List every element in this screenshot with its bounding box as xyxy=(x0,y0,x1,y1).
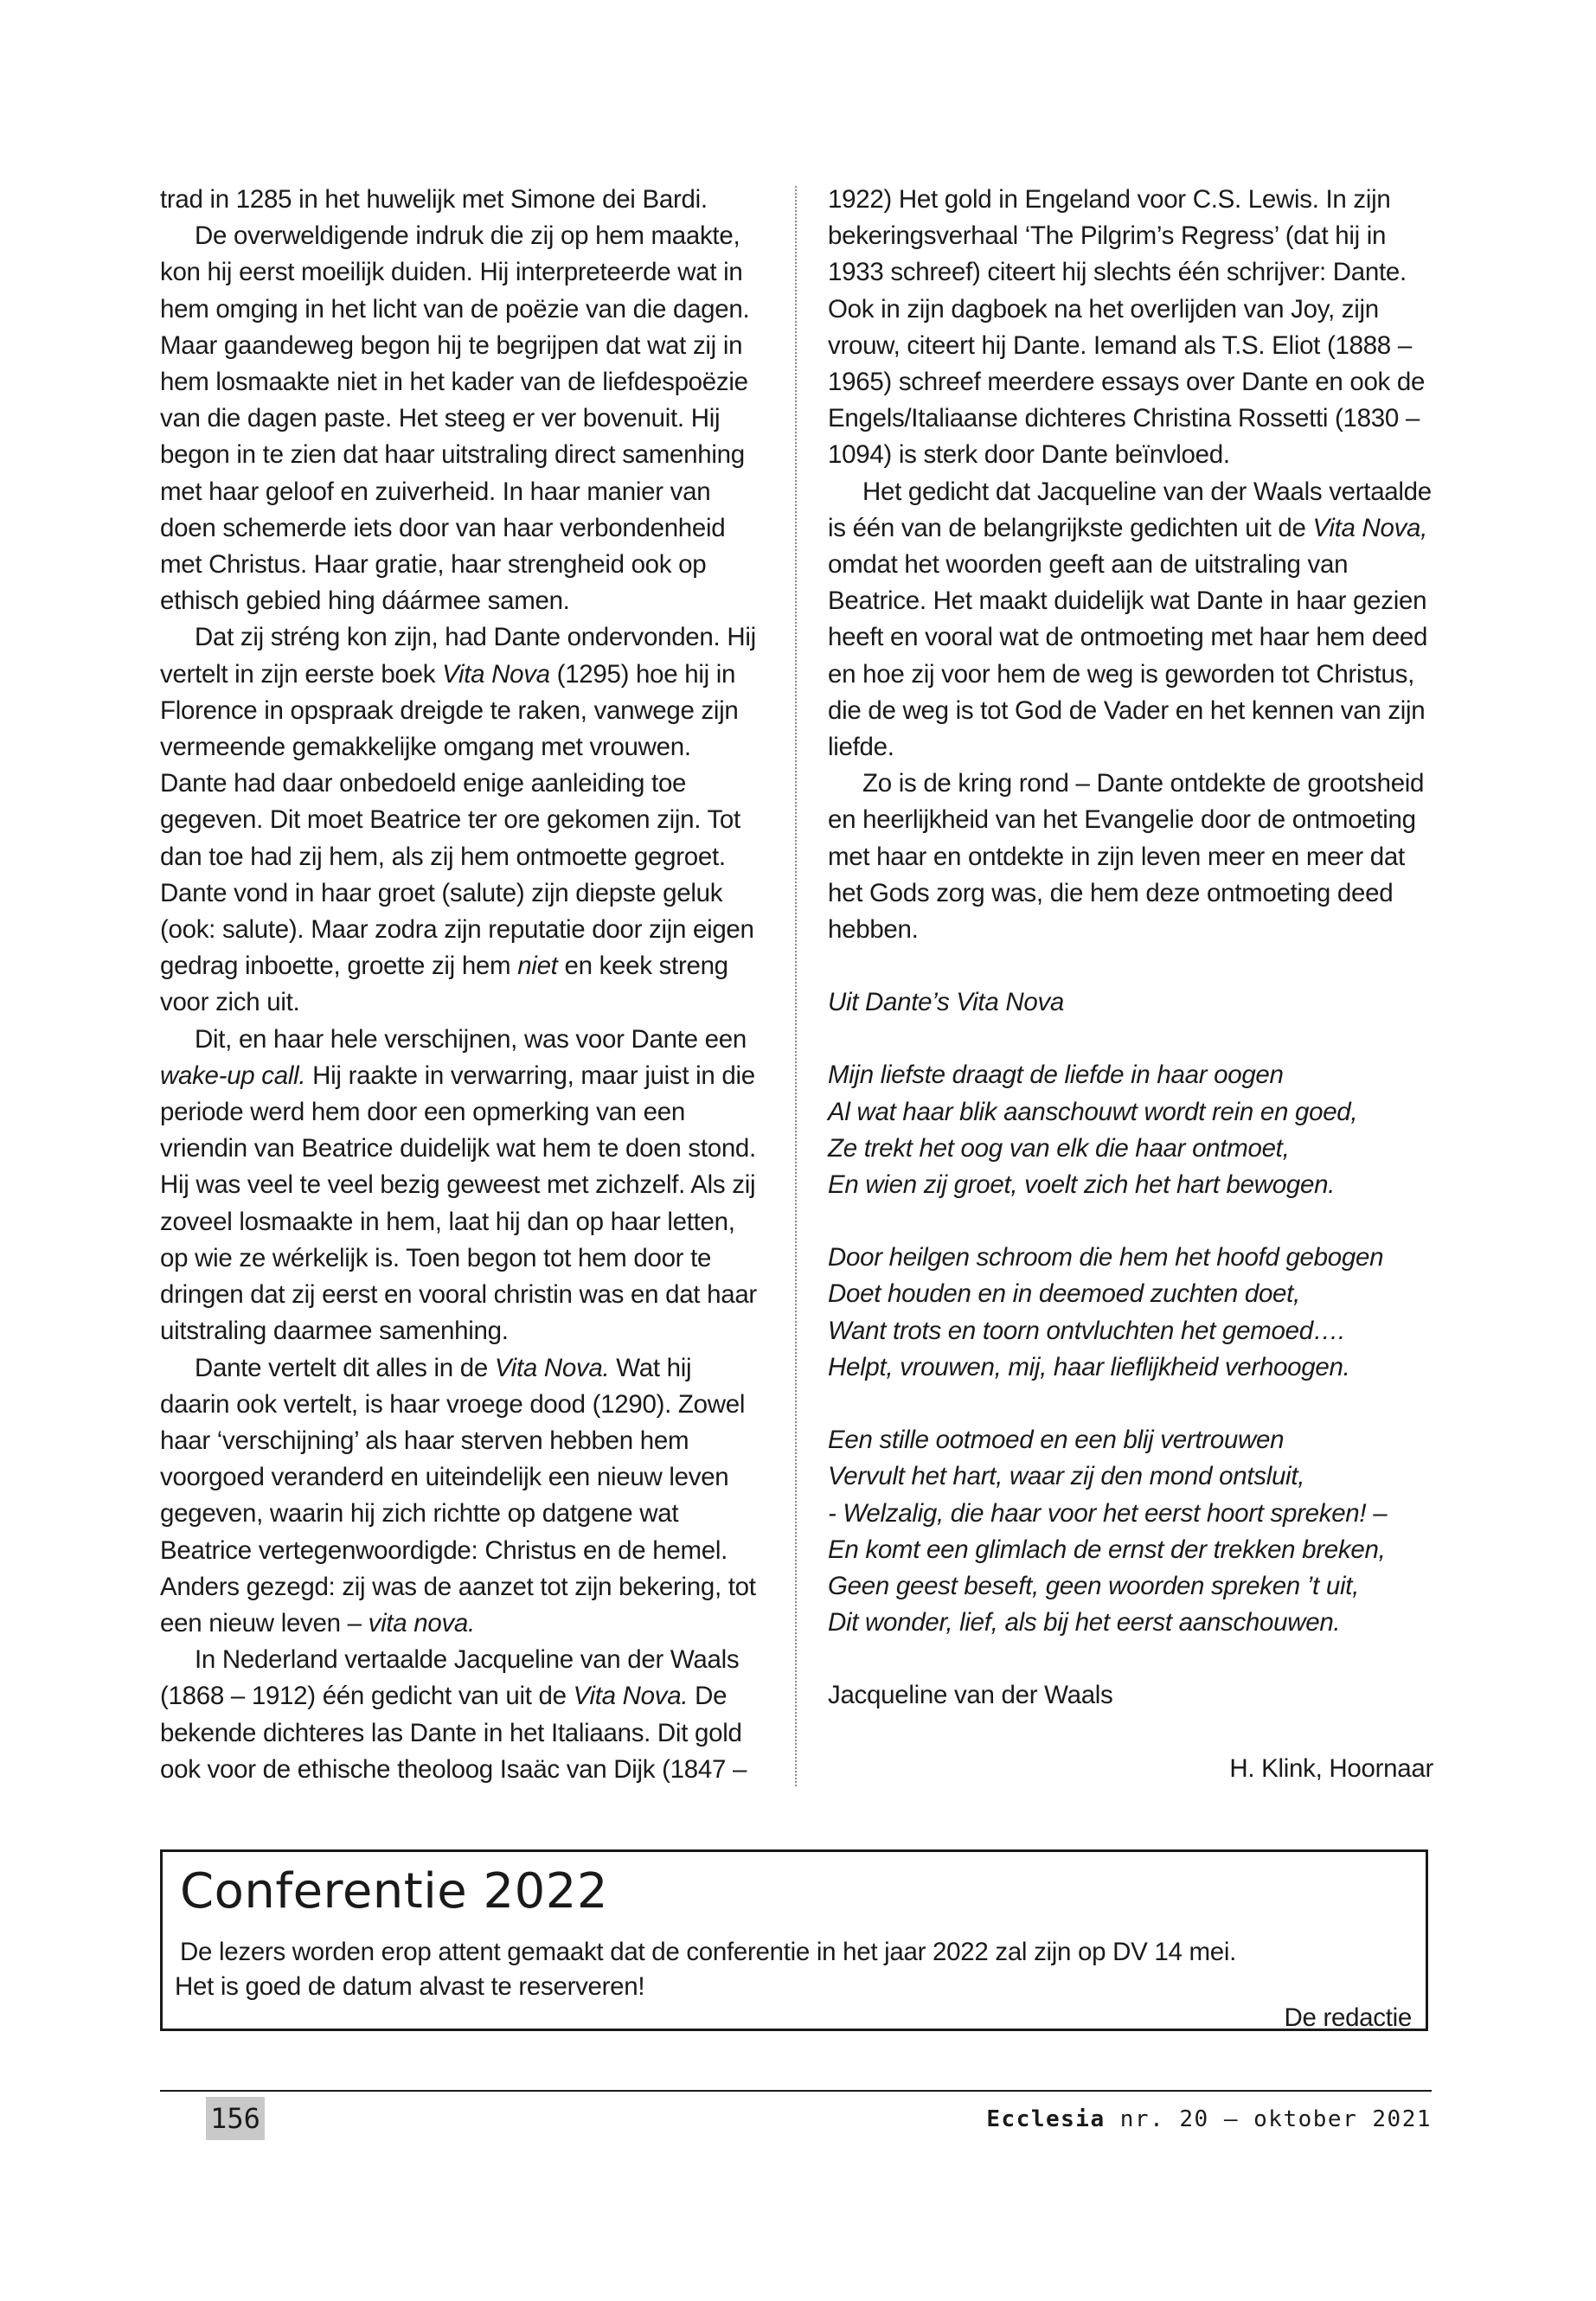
paragraph-text: Hij raakte in verwarring, maar juist in die periode werd hem door een opmerking van een vriendin van Beatrice duidelijk wat hem te doen stond. Hij was veel te veel bezig geweest met zichzelf. Als zij zoveel losmaakte in hem, laat hij dan op haar letten, op wie ze wérkelijk is. Toen begon tot hem door te dringen dat zij eerst en vooral christin was en dat haar uitstraling daarmee samenhing. xyxy=(160,1061,757,1346)
paragraph xyxy=(160,218,764,619)
paragraph xyxy=(828,474,1433,766)
poem-line: Want trots en toorn ontvluchten het gemoed…. xyxy=(828,1316,1345,1345)
paragraph-text: 1922) Het gold in Engeland voor C.S. Lewis. In zijn bekeringsverhaal ‘The Pilgrim’s Regress’ (dat hij in 1933 schreef) citeert hij slechts één schrijver: Dante. Ook in zijn dagboek na het overlijden van Joy, zijn vrouw, citeert hij Dante. Iemand als T.S. Eliot (1888 – 1965) schreef meerdere essays over Dante en ook de Engels/Italiaanse dichteres Christina Rossetti (1830 – 1094) is sterk door Dante beïnvloed. xyxy=(828,185,1426,470)
paragraph-text: (1295) hoe hij in Florence in opspraak dreigde te raken, vanwege zijn vermeende gemakkelijke omgang met vrouwen. Dante had daar onbedoeld enige aanleiding toe gegeven. Dit moet Beatrice ter ore gekomen zijn. Tot dan toe had zij hem, als zij hem ontmoette gegroet. Dante vond in haar groet (salute) zijn diepste geluk (ook: salute). Maar zodra zijn reputatie door zijn eigen gedrag inboette, groette zij hem xyxy=(160,659,754,981)
paragraph-text: en keek streng voor zich uit. xyxy=(160,952,728,1017)
poem-line: Ze trekt het oog van elk die haar ontmoet, xyxy=(828,1133,1290,1163)
italic-emphasis: wake-up call. xyxy=(160,1061,306,1090)
poem-line: Door heilgen schroom die hem het hoofd gebogen xyxy=(828,1243,1384,1272)
notice-text: Het is goed de datum alvast te reserveren! xyxy=(175,1972,645,2001)
poem-line: Vervult het hart, waar zij den mond ontsluit, xyxy=(828,1462,1305,1491)
poem-stanza-1 xyxy=(828,1057,1433,1203)
poem-line: Geen geest beseft, geen woorden spreken ’t uit, xyxy=(828,1571,1359,1600)
poem-stanza-3 xyxy=(828,1422,1433,1641)
right-column xyxy=(828,182,1433,1787)
paragraph xyxy=(828,766,1433,948)
paragraph xyxy=(160,619,764,1021)
publication-name: Ecclesia xyxy=(986,2106,1106,2132)
italic-title: Vita Nova, xyxy=(1312,513,1428,542)
italic-title: Vita Nova. xyxy=(573,1682,689,1711)
poem-line: En wien zij groet, voelt zich het hart bewogen. xyxy=(828,1170,1336,1200)
paragraph-text: Het gedicht dat Jacqueline van der Waals vertaalde is één van de belangrijkste gedichten uit de xyxy=(828,477,1432,542)
notice-text: De lezers worden erop attent gemaakt dat de conferentie in het jaar 2022 zal zijn op DV 14 mei. xyxy=(180,1938,1237,1966)
paragraph xyxy=(160,1350,764,1643)
page-number: 156 xyxy=(206,2097,265,2140)
italic-emphasis: niet xyxy=(517,952,558,981)
paragraph xyxy=(160,1642,764,1788)
poem-line: Mijn liefste draagt de liefde in haar oogen xyxy=(828,1061,1284,1090)
paragraph xyxy=(828,182,1433,474)
paragraph-text: Dat zij stréng kon zijn, had Dante ondervonden. Hij vertelt in zijn eerste boek xyxy=(160,623,756,689)
paragraph-text: De overweldigende indruk die zij op hem maakte, kon hij eerst moeilijk duiden. Hij interpreteerde wat in hem omging in het licht van de poëzie van die dagen. Maar gaandeweg begon hij te begrijpen dat wat zij in hem losmaakte niet in het kader van de liefdespoëzie van die dagen paste. Het steeg er ver bovenuit. Hij begon in te zien dat haar uitstraling direct samenhing met haar geloof en zuiverheid. In haar manier van doen schemerde iets door van haar verbondenheid met Christus. Haar gratie, haar strengheid ook op ethisch gebied hing dáármee samen. xyxy=(160,221,750,616)
notice-title: Conferentie 2022 xyxy=(180,1863,609,1920)
poem-title: Uit Dante’s Vita Nova xyxy=(828,988,1064,1017)
paragraph-text: In Nederland vertaalde Jacqueline van der Waals (1868 – 1912) één gedicht van uit de xyxy=(160,1645,740,1711)
conference-notice-box xyxy=(160,1849,1428,2031)
poem-line: Dit wonder, lief, als bij het eerst aanschouwen. xyxy=(828,1608,1341,1638)
footer-rule xyxy=(160,2090,1432,2092)
poem-line: Helpt, vrouwen, mij, haar lieflijkheid verhoogen. xyxy=(828,1352,1350,1381)
paragraph-text: trad in 1285 in het huwelijk met Simone dei Bardi. xyxy=(160,185,708,214)
paragraph-text: De bekende dichteres las Dante in het Italiaans. Dit gold ook voor de ethische theoloog Isaäc van Dijk (1847 – xyxy=(160,1682,747,1784)
paragraph xyxy=(160,1022,764,1350)
poem-line: Doet houden en in deemoed zuchten doet, xyxy=(828,1279,1300,1309)
poem-line: - Welzalig, die haar voor het eerst hoort spreken! – xyxy=(828,1498,1388,1528)
poem-line: Al wat haar blik aanschouwt wordt rein en goed, xyxy=(828,1097,1358,1126)
paragraph-text: omdat het woorden geeft aan de uitstraling van Beatrice. Het maakt duidelijk wat Dante in haar gezien heeft en vooral wat de ontmoeting met haar hem deed en hoe zij voor hem de weg is geworden tot Christus, die de weg is tot God de Vader en het kennen van zijn liefde. xyxy=(828,550,1428,762)
paragraph-text: Dit, en haar hele verschijnen, was voor Dante een xyxy=(195,1024,747,1054)
paragraph xyxy=(160,182,764,218)
italic-title: Vita Nova. xyxy=(494,1353,610,1382)
poem-author: Jacqueline van der Waals xyxy=(828,1681,1113,1710)
column-divider xyxy=(795,186,797,1786)
poem-line: Een stille ootmoed en een blij vertrouwen xyxy=(828,1426,1285,1455)
notice-signature: De redactie xyxy=(1284,2003,1412,2032)
issue-info: nr. 20 — oktober 2021 xyxy=(1105,2106,1432,2132)
poem-line: En komt een glimlach de ernst der trekken breken, xyxy=(828,1535,1386,1564)
left-column xyxy=(160,182,764,1788)
poem-stanza-2 xyxy=(828,1240,1433,1386)
article-signature: H. Klink, Hoornaar xyxy=(1229,1753,1433,1783)
paragraph-text: Wat hij daarin ook vertelt, is haar vroege dood (1290). Zowel haar ‘verschijning’ als haar sterven hebben hem voorgoed veranderd en uiteindelijk een nieuw leven gegeven, waarin hij zich richtte op datgene wat Beatrice vertegenwoordigde: Christus en de hemel. Anders gezegd: zij was de aanzet tot zijn bekering, tot een nieuw leven – xyxy=(160,1353,756,1638)
paragraph-text: Dante vertelt dit alles in de xyxy=(195,1353,495,1382)
italic-title: Vita Nova xyxy=(442,659,550,689)
paragraph-text: Zo is de kring rond – Dante ontdekte de grootsheid en heerlijkheid van het Evangelie door de ontmoeting met haar en ontdekte in zijn leven meer en meer dat het Gods zorg was, die hem deze ontmoeting deed hebben. xyxy=(828,769,1425,945)
italic-emphasis: vita nova. xyxy=(368,1608,475,1638)
publication-info xyxy=(986,2102,1432,2137)
